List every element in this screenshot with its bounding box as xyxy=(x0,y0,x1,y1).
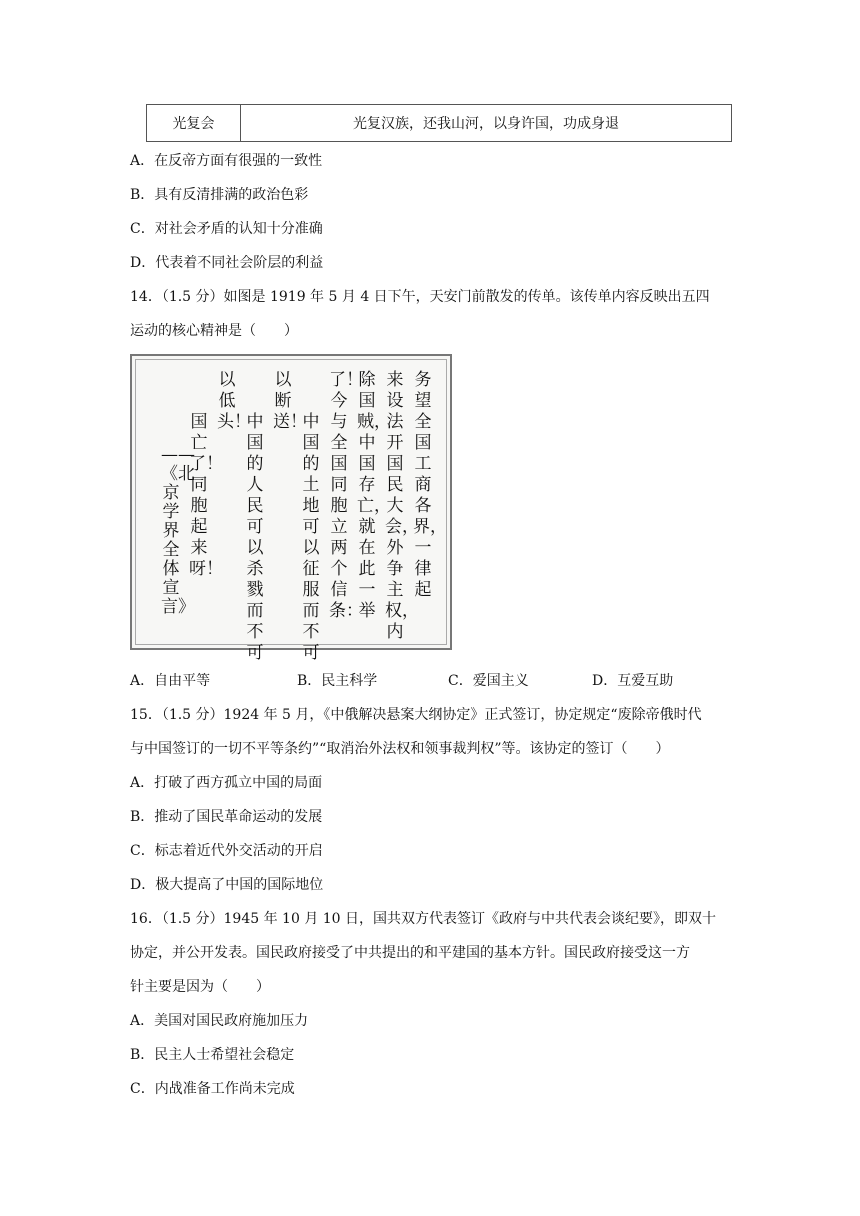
q15-stem-line1: 15．（1.5 分）1924 年 5 月，《中俄解决悬案大纲协定》正式签订，协定规定“废除帝俄时代 xyxy=(130,707,702,723)
q15-stem-line2: 与中国签订的一切不平等条约”“取消治外法权和领事裁判权”等。该协定的签订（ ） xyxy=(130,741,670,757)
q16-option-b: B．民主人士希望社会稳定 xyxy=(130,1047,295,1063)
flyer-column: 来设法开国民大会，外争主权，内 xyxy=(385,370,419,642)
flyer-column: 中国的土地可以征服而不可 xyxy=(302,412,320,663)
q14-stem-line2: 运动的核心精神是（ ） xyxy=(130,323,298,339)
flyer-column: 务望全国工商各界，一律起 xyxy=(413,370,447,600)
organization-table xyxy=(146,104,732,142)
q13-option-b: B．具有反清排满的政治色彩 xyxy=(130,187,309,203)
q15-option-a: A．打破了西方孤立中国的局面 xyxy=(130,775,323,791)
q14-stem-line1: 14．（1.5 分）如图是 1919 年 5 月 4 日下午，天安门前散发的传单。该传单内容反映出五四 xyxy=(130,289,710,305)
q14-option-a: A．自由平等 xyxy=(130,673,211,689)
q14-option-b: B．民主科学 xyxy=(297,673,378,689)
q16-stem-line1: 16．（1.5 分）1945 年 10 月 10 日，国共双方代表签订《政府与中共代表会谈纪要》，即双十 xyxy=(130,911,717,927)
table-cell-name: 光复会 xyxy=(147,105,241,141)
q15-option-b: B．推动了国民革命运动的发展 xyxy=(130,809,323,825)
flyer-attribution: ——《北京学界全体宣言》 xyxy=(161,445,195,617)
q15-option-c: C．标志着近代外交活动的开启 xyxy=(130,843,323,859)
flyer-column: 了！今与全国同胞立两个信条： xyxy=(329,370,363,621)
table-cell-slogan: 光复汉族，还我山河，以身许国，功成身退 xyxy=(353,116,619,132)
q16-option-c: C．内战准备工作尚未完成 xyxy=(130,1081,295,1097)
q13-option-d: D．代表着不同社会阶层的利益 xyxy=(130,255,324,271)
flyer-column: 除国贼，中国存亡，就在此一举 xyxy=(357,370,391,621)
q14-option-c: C．爱国主义 xyxy=(448,673,529,689)
flyer-column: 以低头！ xyxy=(217,370,251,432)
q14-option-d: D．互爱互助 xyxy=(592,673,674,689)
q16-option-a: A．美国对国民政府施加压力 xyxy=(130,1013,309,1029)
q16-stem-line3: 针主要是因为（ ） xyxy=(130,979,270,995)
q16-stem-line2: 协定，并公开发表。国民政府接受了中共提出的和平建国的基本方针。国民政府接受这一方 xyxy=(130,945,690,961)
flyer-column: 中国的人民可以杀戮而不可 xyxy=(246,412,264,663)
q13-option-c: C．对社会矛盾的认知十分准确 xyxy=(130,221,323,237)
flyer-column: 国亡了！同胞起来呀！ xyxy=(189,412,223,579)
flyer-column: 以断送！ xyxy=(273,370,307,432)
q15-option-d: D．极大提高了中国的国际地位 xyxy=(130,877,324,893)
flyer-image xyxy=(130,354,452,663)
q13-option-a: A．在反帝方面有很强的一致性 xyxy=(130,153,323,169)
q14-options xyxy=(130,670,730,690)
